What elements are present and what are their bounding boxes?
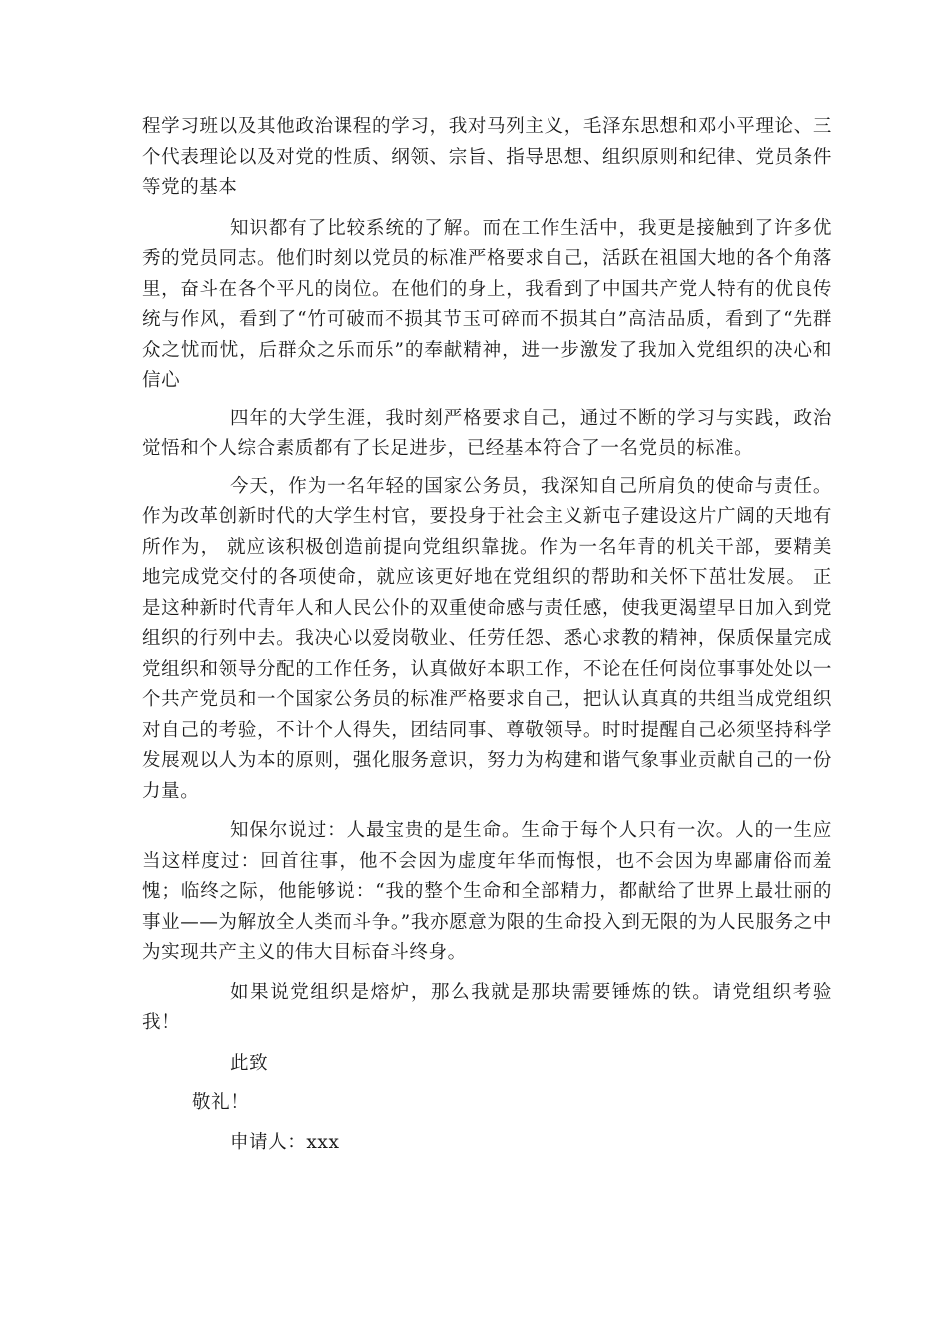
document-body <box>142 112 832 1158</box>
applicant-signature: 申请人：xxx <box>230 1131 340 1153</box>
paragraph-furnace: 如果说党组织是熔炉，那么我就是那块需要锤炼的铁。请党组织考验我！ <box>142 981 832 1033</box>
paragraph-civil-servant: 今天，作为一名年轻的国家公务员，我深知自己所肩负的使命与责任。作为改革创新时代的大学生村官，要投身于社会主义新屯子建设这片广阔的天地有所作为， 就应该积极创造前提向党组织靠拢。作为一名年青的机关干部，要精美地完成党交付的各项使命，就应该更好地在党组织的帮助和关怀下茁壮发展。 正是这种新时代青年人和人民公仆的双重使命感与责任感，使我更渴望早日加入到党组织的行列中去。我决心以爱岗敬业、任劳任怨、悉心求教的精神，保质保量完成党组织和领导分配的工作任务，认真做好本职工作，不论在任何岗位事事处处以一个共产党员和一个国家公务员的标准严格要求自己，把认认真真的共组当成党组织对自己的考验，不计个人得失，团结同事、尊敬领导。时时提醒自己必须坚持科学发展观以人为本的原则，强化服务意识，努力为构建和谐气象事业贡献自己的一份力量。 <box>142 475 832 802</box>
closing-cizhi: 此致 <box>230 1052 269 1074</box>
paragraph-continuation: 程学习班以及其他政治课程的学习，我对马列主义，毛泽东思想和邓小平理论、三个代表理论以及对党的性质、纲领、宗旨、指导思想、组织原则和纪律、党员条件等党的基本 <box>142 116 832 198</box>
paragraph-knowledge: 知识都有了比较系统的了解。而在工作生活中，我更是接触到了许多优秀的党员同志。他们时刻以党员的标准严格要求自己，活跃在祖国大地的各个角落里，奋斗在各个平凡的岗位。在他们的身上，我看到了中国共产党人特有的优良传统与作风，看到了“竹可破而不损其节玉可碎而不损其白”高洁品质，看到了“先群众之忧而忧，后群众之乐而乐”的奉献精神，进一步激发了我加入党组织的决心和信心 <box>142 217 832 391</box>
paragraph-quote: 知保尔说过：人最宝贵的是生命。生命于每个人只有一次。人的一生应当这样度过：回首往事，他不会因为虚度年华而悔恨，也不会因为卑鄙庸俗而羞愧；临终之际，他能够说：“我的整个生命和全部精力，都献给了世界上最壮丽的事业——为解放全人类而斗争。”我亦愿意为限的生命投入到无限的为人民服务之中为实现共产主义的伟大目标奋斗终身。 <box>142 820 832 963</box>
paragraph-university: 四年的大学生涯，我时刻严格要求自己，通过不断的学习与实践，政治觉悟和个人综合素质都有了长足进步，已经基本符合了一名党员的标准。 <box>142 407 832 459</box>
closing-jingli: 敬礼！ <box>192 1092 250 1113</box>
